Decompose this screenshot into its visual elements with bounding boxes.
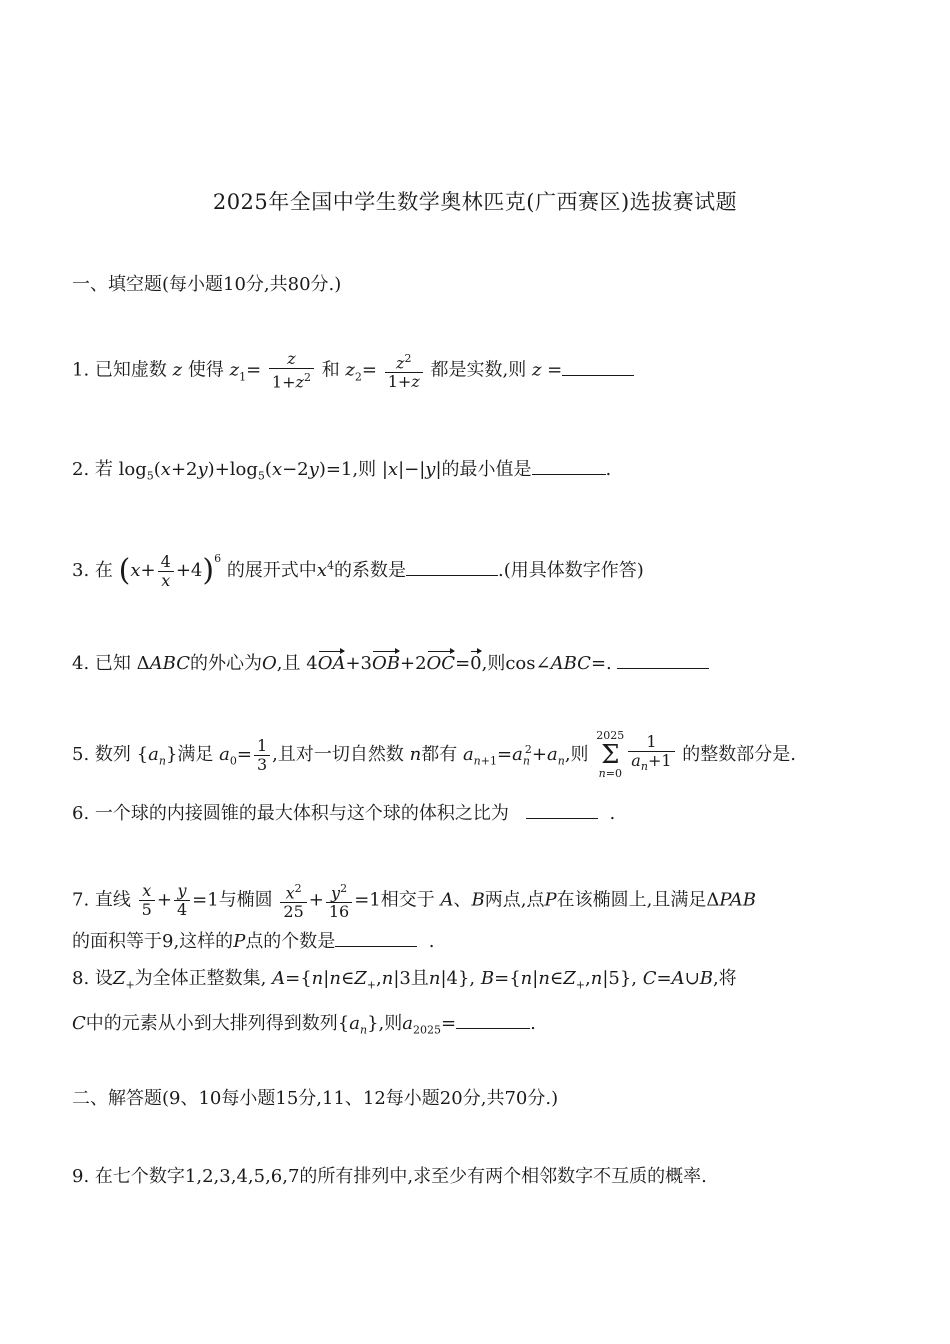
answer-blank[interactable] [335,928,417,947]
question-number: 7. [72,889,90,911]
answer-blank[interactable] [562,357,634,376]
question-5: 5. 数列 $\{a_n\}$满足 $a_0=$ $\frac{1}{3}$ ,且对一切自然数 n都有 $a_{n+1}=a_n^2+a_n$,则 2025 Σ n=0 $\frac{1}{a_n+1}$ 的整数部分是. [72,729,796,780]
question-2: 2. 若 $\log_5(x+2y)+\log_5(x-2y)=1$,则 |x|−|y|的最小值是 . [72,456,611,490]
question-number: 8. [72,968,90,989]
question-number: 3. [72,560,90,581]
question-number: 5. [72,744,90,765]
section-2-heading: 二、解答题(9、10每小题15分,11、12每小题20分,共70分.) [72,1088,559,1109]
question-7: 7. 直线 $\frac{x}{5}$ + $\frac{y}{4}$ =1与椭圆 $\frac{x^2}{25}$ + $\frac{y^2}{16}$ =1相交于 A、B两点,点P在该椭圆上,且满足ΔPAB [72,881,757,922]
question-8: 8. 设$Z_+$为全体正整数集, $A=\{n|n\in Z_+,n|3$且n|4}, $B=\{n|n\in Z_+,n|5\}$, C=A∪B,将 [72,968,737,992]
question-6: 6. 一个球的内接圆锥的最大体积与这个球的体积之比为 . [72,800,615,827]
question-number: 4. [72,653,90,674]
question-number: 9. [72,1166,90,1187]
question-number: 6. [72,803,90,824]
answer-blank[interactable] [617,650,709,669]
answer-blank[interactable] [456,1010,530,1029]
exam-title: 2025年全国中学生数学奥林匹克(广西赛区)选拔赛试题 [212,190,738,214]
answer-blank[interactable] [532,456,606,475]
question-8-cont: C中的元素从小到大排列得到数列$\{a_n\}$,则$a_{2025}=$ . [72,1010,536,1044]
question-7-cont: 的面积等于9,这样的P点的个数是 . [72,928,434,955]
question-number: 1. [72,359,90,381]
question-3: 3. 在 (x+ $\frac{4}{x}$ +4)$^6$ 的展开式中$x^4$的系数是 .(用具体数字作答) [72,551,644,590]
section-1-heading: 一、填空题(每小题10分,共80分.) [72,274,342,295]
question-1: 1. 已知虚数 z 使得 $z_1=$ $\frac{z}{1+z^2}$ 和 $z_2=$ $\frac{z^2}{1+z}$ 都是实数,则 z = [72,350,634,391]
question-number: 2. [72,459,90,480]
question-9: 9. 在七个数字1,2,3,4,5,6,7的所有排列中,求至少有两个相邻数字不互质的概率. [72,1166,707,1187]
question-4: 4. 已知 ΔABC的外心为O,且 4OA+3OB+2OC=0,则cos∠ABC=. [72,650,709,677]
answer-blank[interactable] [406,557,498,576]
answer-blank[interactable] [526,800,598,819]
